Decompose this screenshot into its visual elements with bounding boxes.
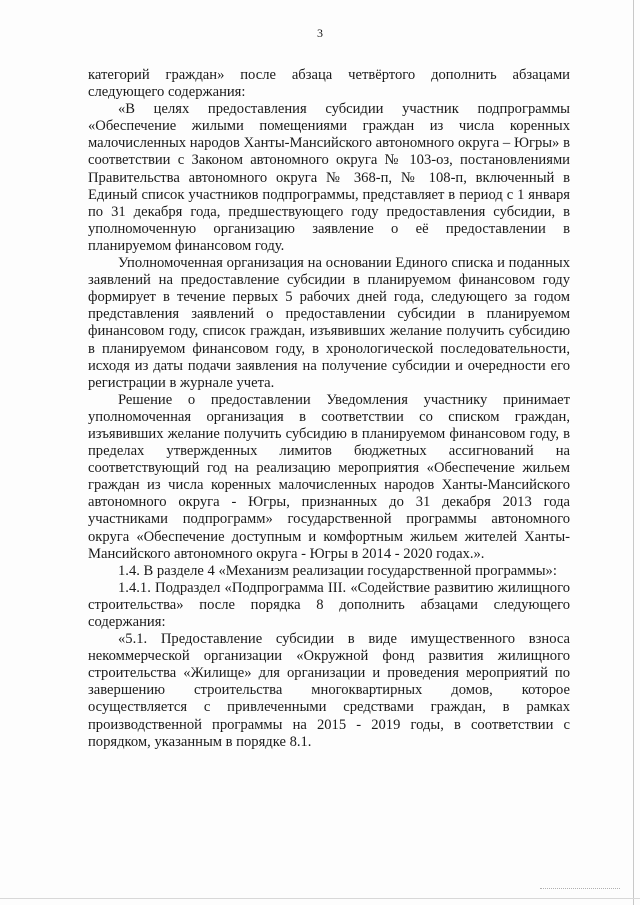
scan-edge-line <box>633 0 634 905</box>
page-number: 3 <box>317 26 323 40</box>
paragraph-2: «В целях предоставления субсидии участник подпрограммы «Обеспечение жилыми помещениями граждан из числа коренных малочисленных народов Ханты-Мансийского автономного округа – Югры» в соответствии с Законом автономного округа № 103-оз, постановлениями Правительства автономного округа № 368-п, № 108-п, включенный в Единый список участников подпрограммы, представляет в период с 1 января по 31 декабря года, предшествующего году предоставления субсидии, в уполномоченную организацию заявление о её предоставлении в планируемом финансовом году. <box>88 101 570 254</box>
paragraph-3: Уполномоченная организация на основании Единого списка и поданных заявлений на предоставление субсидии в планируемом финансовом году формирует в течение первых 5 рабочих дней года, следующего за годом представления заявлений о предоставлении субсидии в планируемом финансовом году, список граждан, изъявивших желание получить субсидию в планируемом финансовом году, в хронологической последовательности, исходя из даты подачи заявления на получение субсидии и очередности его регистрации в журнале учета. <box>88 255 570 391</box>
document-body <box>88 67 570 751</box>
paragraph-6: 1.4.1. Подраздел «Подпрограмма III. «Содействие развитию жилищного строительства» после порядка 8 дополнить абзацами следующего содержания: <box>88 579 570 630</box>
paragraph-1: категорий граждан» после абзаца четвёртого дополнить абзацами следующего содержания: <box>88 67 570 101</box>
scan-artifact <box>540 888 620 893</box>
scan-bottom-line <box>0 898 640 899</box>
paragraph-5: 1.4. В разделе 4 «Механизм реализации государственной программы»: <box>118 562 557 579</box>
paragraph-7: «5.1. Предоставление субсидии в виде имущественного взноса некоммерческой организации «Окружной фонд развития жилищного строительства «Жилище» для организации и проведения мероприятий по завершению строительства многоквартирных домов, которое осуществляется с привлеченными средствами граждан, в рамках производственной программы на 2015 - 2019 годы, в соответствии с порядком, указанным в порядке 8.1. <box>88 631 570 750</box>
paragraph-4: Решение о предоставлении Уведомления участнику принимает уполномоченная организация в соответствии со списком граждан, изъявивших желание получить субсидию в планируемом финансовом году, в пределах утвержденных лимитов бюджетных ассигнований на соответствующий год на реализацию мероприятия «Обеспечение жильем граждан из числа коренных малочисленных народов Ханты-Мансийского автономного округа - Югры, признанных до 31 декабря 2013 года участниками подпрограмм» государственной программы автономного округа «Обеспечение доступным и комфортным жильем жителей Ханты-Мансийского автономного округа - Югры в 2014 - 2020 годах.». <box>88 391 570 562</box>
